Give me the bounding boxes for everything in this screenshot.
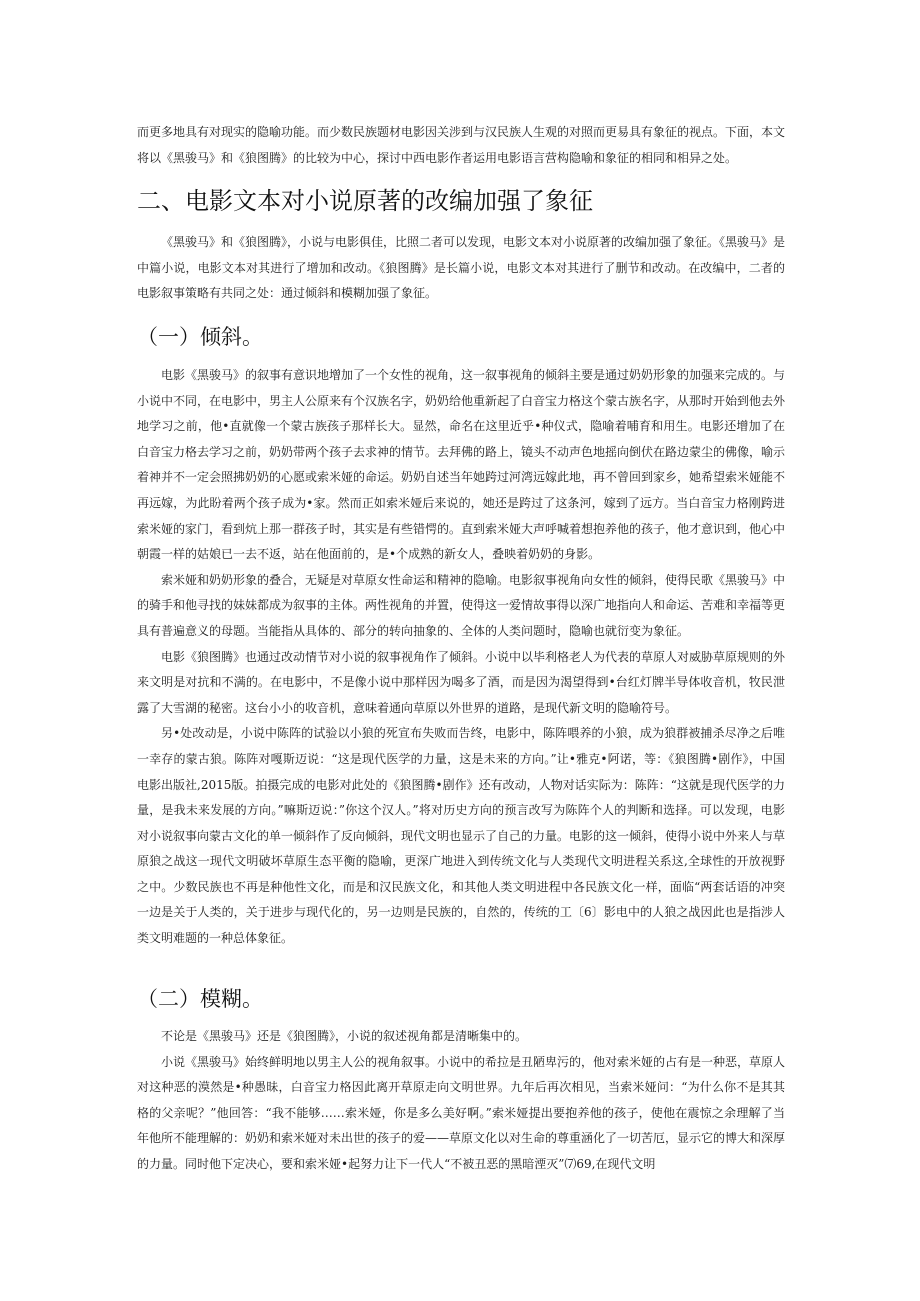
subsection-blur [137,984,785,1178]
tilt-paragraph: 电影《狼图腾》也通过改动情节对小说的叙事视角作了倾斜。小说中以毕利格老人为代表的草原人对威胁草原规则的外来文明是对抗和不满的。在电影中，不是像小说中那样因为喝多了酒，而是因为渴望得到•台红灯牌半导体收音机，牧民泄露了大雪湖的秘密。这台小小的收音机，意味着通向草原以外世界的道路，是现代新文明的隐喻符号。 [137,649,786,715]
blur-paragraph: 小说《黑骏马》始终鲜明地以男主人公的视角叙事。小说中的希拉是丑陋卑污的，他对索米娅的占有是一种恶，草原人对这种恶的漠然是•种愚昧，白音宝力格因此离开草原走向文明世界。九年后再次相见，当索米娅问：“为什么你不是其其格的父亲呢？”他回答：“我不能够……索米娅，你是多么美好啊。”索米娅提出要抱养他的孩子，使他在震惊之余理解了当年他所不能理解的：奶奶和索米娅对未出世的孩子的爱——草原文化以对生命的尊重涵化了一切苦厄，显示它的博大和深厚的力量。同时他下定决心，要和索米娅•起努力让下一代人“不被丑恶的黑暗湮灭”⑺69,在现代文明 [137,1054,786,1171]
blur-paragraph: 不论是《黑骏马》还是《狼图腾》，小说的叙述视角都是清晰集中的。 [161,1029,528,1043]
section-2-paragraph: 《黑骏马》和《狼图腾》，小说与电影俱佳，比照二者可以发现，电影文本对小说原著的改编加强了象征。《黑骏马》是中篇小说，电影文本对其进行了增加和改动。《狼图腾》是长篇小说，电影文本对其进行了删节和改动。在改编中，二者的电影叙事策略有共同之处：通过倾斜和模糊加强了象征。 [137,235,786,301]
tilt-paragraph: 另•处改动是，小说中陈阵的试验以小狼的死宣布失败而告终，电影中，陈阵喂养的小狼，成为狼群被捕杀尽净之后唯一幸存的蒙古狼。陈阵对嘎斯迈说：“这是现代医学的力量，这是未来的方向。”让•雅克•阿诺，等：《狼图腾•剧作》，中国电影出版社,2015版。拍摄完成的电影对此处的《狼图腾•剧作》还有改动，人物对话实际为：陈阵：“这就是现代医学的力量，是我未来发展的方向。”嘛斯迈说：”你这个汉人。”将对历史方向的预言改写为陈阵个人的判断和选择。可以发现，电影对小说叙事向蒙古文化的单一倾斜作了反向倾斜，现代文明也显示了自己的力量。电影的这一倾斜，使得小说中外来人与草原狼之战这一现代文明破坏草原生态平衡的隐喻，更深广地进入到传统文化与人类现代文明进程关系这,全球性的开放视野之中。少数民族也不再是种他性文化，而是和汉民族文化，和其他人类文明进程中各民族文化一样，面临“两套话语的冲突 一边是关于人类的，关于进步与现代化的，另一边则是民族的，自然的，传统的工〔6〕影电中的人狼之战因此也是指涉人类文明难题的一种总体象征。 [137,726,786,946]
tilt-paragraph: 索米娅和奶奶形象的叠合，无疑是对草原女性命运和精神的隐喻。电影叙事视角向女性的倾斜，使得民歌《黑骏马》中的骑手和他寻找的妹妹都成为叙事的主体。两性视角的并置，使得这一爱情故事得以深广地指向人和命运、苦难和幸福等更具有普遍意义的母题。当能指从具体的、部分的转向抽象的、全体的人类问题时，隐喻也就衍变为象征。 [137,572,786,638]
tilt-paragraph: 电影《黑骏马》的叙事有意识地增加了一个女性的视角，这一叙事视角的倾斜主要是通过奶奶形象的加强来完成的。与小说中不同，在电影中，男主人公原来有个汉族名字，奶奶给他重新起了白音宝力格这个蒙古族名字，从那时开始到他去外地学习之前，他•直就像一个蒙古族孩子那样长大。显然，命名在这里近乎•种仪式，隐喻着哺育和用生。电影还增加了在白音宝力格去学习之前，奶奶带两个孩子去求神的情节。去拜佛的路上，镜头不动声色地摇向倒伏在路边蒙尘的佛像，喻示着神并不一定会照拂奶奶的心愿或索米娅的命运。奶奶自述当年她跨过河湾远嫁此地，再不曾回到家乡，她希望索米娅能不再远嫁，为此盼着两个孩子成为•家。然而正如索米娅后来说的，她还是跨过了这条河，嫁到了远方。当白音宝力格刚跨进索米娅的家门，看到炕上那一群孩子时，其实是有些错愕的。直到索米娅大声呼喊着想抱养他的孩子，他才意识到，他心中朝霞一样的姑娘已一去不返，站在他面前的，是•个成熟的新女人，叠映着奶奶的身影。 [137,368,786,562]
intro-section [137,120,785,171]
subsection-tilt [137,322,785,952]
section-2-heading: 二、电影文本对小说原著的改编加强了象征 [137,187,593,215]
subsection-blur-heading: （二）模糊。 [137,987,263,1011]
intro-paragraph: 而更多地具有对现实的隐喻功能。而少数民族题材电影因关涉到与汉民族人生观的对照而更易具有象征的视点。下面，本文将以《黑骏马》和《狼图腾》的比较为中心，探讨中西电影作者运用电影语言营构隐喻和象征的相同和相异之处。 [137,125,786,165]
subsection-tilt-heading: （一）倾斜。 [137,325,263,349]
section-2 [137,185,785,307]
